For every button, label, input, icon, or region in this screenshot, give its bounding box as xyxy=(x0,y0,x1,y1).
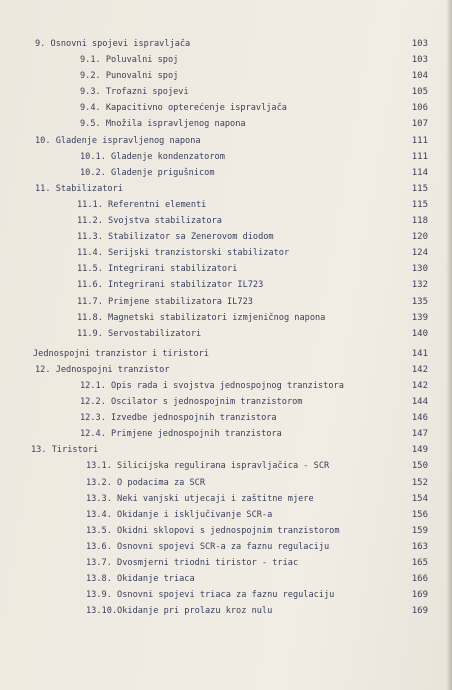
toc-section-entry xyxy=(0,491,452,507)
toc-entry-page-number: 142 xyxy=(411,364,428,375)
toc-section-entry xyxy=(0,378,452,394)
toc-section-entry xyxy=(0,68,452,84)
toc-section-entry xyxy=(0,571,452,587)
toc-entry-page-number: 132 xyxy=(411,280,428,291)
toc-entry-title: 9. Osnovni spojevi ispravljača xyxy=(35,39,191,49)
toc-entry-page-number: 107 xyxy=(411,119,428,130)
toc-entry-page-number: 103 xyxy=(411,39,428,49)
toc-entry-page-number: 150 xyxy=(411,461,428,472)
toc-entry-page-number: 159 xyxy=(411,525,428,536)
toc-chapter-entry xyxy=(0,181,452,197)
toc-entry-page-number: 124 xyxy=(411,248,428,259)
toc-entry-title: 13.9. Osnovni spojevi triaca za faznu regulaciju xyxy=(86,590,335,601)
toc-chapter-entry xyxy=(0,133,452,149)
toc-entry-title: 12.4. Primjene jednospojnih tranzistora xyxy=(80,429,282,440)
toc-entry-page-number: 118 xyxy=(411,216,428,227)
toc-section-entry xyxy=(0,116,452,132)
toc-entry-title: 11.8. Magnetski stabilizatori izmjeničnog napona xyxy=(77,312,326,323)
toc-entry-title: 13.1. Silicijska regulirana ispravljačica - SCR xyxy=(86,461,330,472)
toc-entry-page-number: 114 xyxy=(411,167,428,178)
toc-section-entry xyxy=(0,261,452,277)
toc-entry-title: 9.3. Trofazni spojevi xyxy=(80,87,189,98)
toc-entry-title: 9.4. Kapacitivno opterećenje ispravljača xyxy=(80,103,287,114)
toc-section-entry xyxy=(0,100,452,116)
toc-entry-page-number: 144 xyxy=(411,397,428,408)
toc-entry-title: 11. Stabilizatori xyxy=(35,183,123,194)
toc-section-entry xyxy=(0,213,452,229)
toc-entry-page-number: 130 xyxy=(411,264,428,275)
toc-section-entry xyxy=(0,555,452,571)
toc-section-entry xyxy=(0,52,452,68)
toc-entry-title: 13.10.Okidanje pri prolazu kroz nulu xyxy=(86,606,273,617)
toc-entry-title: 13.2. O podacima za SCR xyxy=(86,477,205,488)
toc-entry-page-number: 169 xyxy=(411,606,428,617)
toc-entry-title: 13. Tiristori xyxy=(31,445,99,456)
toc-section-entry xyxy=(0,294,452,310)
toc-entry-page-number: 115 xyxy=(411,199,428,210)
toc-entry-title: 13.5. Okidni sklopovi s jednospojnim tranzistorom xyxy=(86,525,340,536)
toc-section-entry xyxy=(0,458,452,474)
toc-chapter-entry xyxy=(0,362,452,378)
toc-section-entry xyxy=(0,523,452,539)
toc-entry-title: 11.3. Stabilizator sa Zenerovom diodom xyxy=(77,232,274,243)
toc-entry-page-number: 111 xyxy=(411,135,428,146)
toc-entry-page-number: 139 xyxy=(411,312,428,323)
toc-entry-page-number: 147 xyxy=(411,429,428,440)
toc-entry-page-number: 142 xyxy=(411,380,428,391)
toc-section-entry xyxy=(0,426,452,442)
toc-entry-title: 11.4. Serijski tranzistorski stabilizator xyxy=(77,248,290,259)
toc-entry-title: 12.1. Opis rada i svojstva jednospojnog tranzistora xyxy=(80,380,344,391)
toc-section-entry xyxy=(0,277,452,293)
toc-section-entry xyxy=(0,603,452,619)
toc-entry-page-number: 104 xyxy=(411,71,428,82)
toc-entry-title: 12. Jednospojni tranzistor xyxy=(35,364,170,375)
toc-entry-title: 13.7. Dvosmjerni triodni tiristor - triac xyxy=(86,558,299,568)
toc-section-entry xyxy=(0,507,452,523)
toc-entry-title: 12.2. Oscilator s jednospojnim tranzistorom xyxy=(80,397,303,408)
toc-entry-title: 13.4. Okidanje i isključivanje SCR-a xyxy=(86,509,273,520)
toc-chapter-entry xyxy=(0,346,452,362)
toc-section-entry xyxy=(0,587,452,603)
toc-section-entry xyxy=(0,197,452,213)
toc-entry-page-number: 146 xyxy=(411,413,428,424)
toc-section-entry xyxy=(0,229,452,245)
toc-entry-title: 10. Gladenje ispravljenog napona xyxy=(35,135,201,146)
toc-entry-title: Jednospojni tranzistor i tiristori xyxy=(33,348,209,359)
toc-entry-title: 12.3. Izvedbe jednospojnih tranzistora xyxy=(80,413,277,424)
toc-entry-page-number: 166 xyxy=(411,574,428,585)
toc-entry-page-number: 120 xyxy=(411,232,428,243)
toc-entry-page-number: 156 xyxy=(411,509,428,520)
toc-section-entry xyxy=(0,394,452,410)
toc-section-entry xyxy=(0,245,452,261)
toc-section-entry xyxy=(0,539,452,555)
toc-section-entry xyxy=(0,310,452,326)
toc-entry-page-number: 154 xyxy=(411,493,428,504)
toc-entry-title: 10.1. Gladenje kondenzatorom xyxy=(80,151,225,162)
toc-entry-title: 11.7. Primjene stabilizatora IL723 xyxy=(77,296,253,307)
toc-entry-page-number: 135 xyxy=(411,296,428,307)
toc-section-entry xyxy=(0,410,452,426)
table-of-contents xyxy=(0,36,452,619)
toc-section-entry xyxy=(0,165,452,181)
toc-entry-title: 11.6. Integrirani stabilizator IL723 xyxy=(77,280,264,291)
toc-entry-page-number: 163 xyxy=(411,541,428,552)
toc-entry-title: 9.2. Punovalni spoj xyxy=(80,71,179,82)
toc-entry-title: 13.6. Osnovni spojevi SCR-a za faznu regulaciju xyxy=(86,541,330,552)
toc-entry-title: 13.3. Neki vanjski utjecaji i zaštitne mjere xyxy=(86,493,314,504)
toc-section-entry xyxy=(0,149,452,165)
toc-entry-page-number: 152 xyxy=(411,477,428,488)
toc-entry-page-number: 140 xyxy=(411,328,428,339)
toc-entry-page-number: 106 xyxy=(411,103,428,114)
toc-entry-page-number: 149 xyxy=(411,445,428,456)
toc-entry-title: 11.1. Referentni elementi xyxy=(77,199,207,210)
toc-chapter-entry xyxy=(0,36,452,52)
toc-entry-page-number: 165 xyxy=(411,558,428,568)
toc-section-entry xyxy=(0,475,452,491)
toc-entry-title: 13.8. Okidanje triaca xyxy=(86,574,195,585)
toc-entry-page-number: 111 xyxy=(411,151,428,162)
toc-entry-title: 11.5. Integrirani stabilizatori xyxy=(77,264,238,275)
toc-entry-title: 9.1. Poluvalni spoj xyxy=(80,55,179,66)
toc-section-entry xyxy=(0,84,452,100)
toc-section-entry xyxy=(0,326,452,342)
toc-entry-page-number: 115 xyxy=(411,183,428,194)
toc-chapter-entry xyxy=(0,442,452,458)
toc-entry-title: 10.2. Gladenje prigušnicom xyxy=(80,167,215,178)
toc-entry-page-number: 103 xyxy=(411,55,428,66)
toc-entry-page-number: 169 xyxy=(411,590,428,601)
toc-entry-title: 11.2. Svojstva stabilizatora xyxy=(77,216,222,227)
toc-entry-title: 9.5. Množila ispravljenog napona xyxy=(80,119,246,130)
toc-entry-page-number: 141 xyxy=(411,348,428,359)
toc-entry-title: 11.9. Servostabilizatori xyxy=(77,328,202,339)
toc-entry-page-number: 105 xyxy=(411,87,428,98)
